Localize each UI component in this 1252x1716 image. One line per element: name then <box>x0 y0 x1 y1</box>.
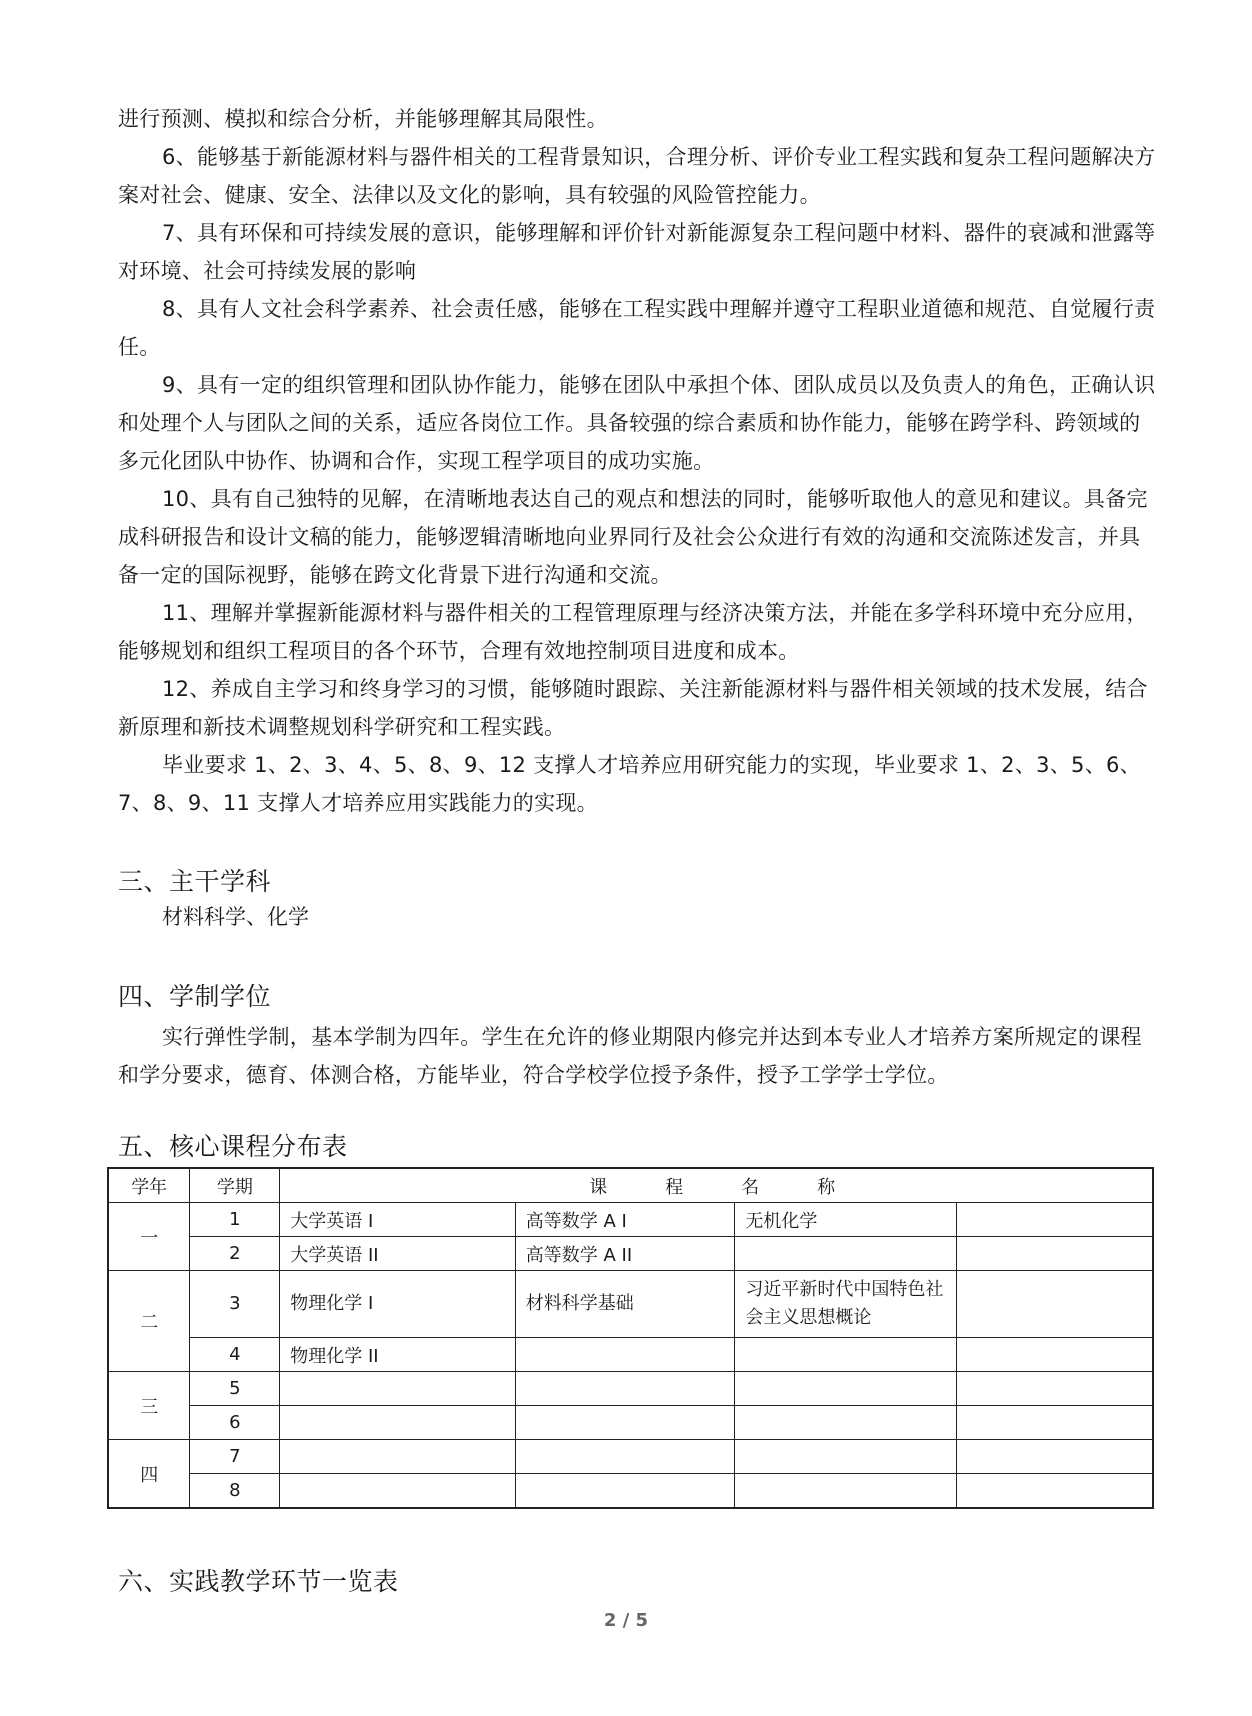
section-5-heading: 五、核心课程分布表 <box>118 1132 348 1161</box>
paragraph-requirement-11: 11、理解并掌握新能源材料与器件相关的工程管理原理与经济决策方法，并能在多学科环境中充分应用，能够规划和组织工程项目的各个环节，合理有效地控制项目进度和成本。 <box>118 601 1148 663</box>
course-cell: 大学英语 II <box>280 1237 516 1271</box>
paragraph-requirement-summary: 毕业要求 1、2、3、4、5、8、9、12 支撑人才培养应用研究能力的实现，毕业要求 1、2、3、5、6、7、8、9、11 支撑人才培养应用实践能力的实现。 <box>118 753 1141 815</box>
paragraph-continuation: 进行预测、模拟和综合分析，并能够理解其局限性。 <box>118 107 608 131</box>
course-cell: 高等数学 A II <box>515 1237 735 1271</box>
term-cell: 1 <box>190 1203 280 1237</box>
course-cell <box>735 1237 957 1271</box>
paragraph-requirement-6: 6、能够基于新能源材料与器件相关的工程背景知识，合理分析、评价专业工程实践和复杂工程问题解决方案对社会、健康、安全、法律以及文化的影响，具有较强的风险管控能力。 <box>118 145 1156 207</box>
term-cell: 7 <box>190 1440 280 1474</box>
course-cell <box>515 1474 735 1509</box>
section-6-heading: 六、实践教学环节一览表 <box>118 1567 399 1596</box>
header-course-name: 课程名称 <box>280 1168 1153 1203</box>
course-cell <box>735 1474 957 1509</box>
header-year: 学年 <box>108 1168 190 1203</box>
paragraph-requirement-8: 8、具有人文社会科学素养、社会责任感，能够在工程实践中理解并遵守工程职业道德和规范、自觉履行责任。 <box>118 297 1156 359</box>
course-cell: 大学英语 I <box>280 1203 516 1237</box>
course-cell: 无机化学 <box>735 1203 957 1237</box>
course-cell <box>515 1372 735 1406</box>
term-cell: 6 <box>190 1406 280 1440</box>
term-cell: 4 <box>190 1338 280 1372</box>
table-row <box>108 1474 1153 1509</box>
course-cell <box>956 1474 1153 1509</box>
section-4-heading: 四、学制学位 <box>118 982 272 1011</box>
paragraph-requirement-9: 9、具有一定的组织管理和团队协作能力，能够在团队中承担个体、团队成员以及负责人的角色，正确认识和处理个人与团队之间的关系，适应各岗位工作。具备较强的综合素质和协作能力，能够在跨学科、跨领域的多元化团队中协作、协调和合作，实现工程学项目的成功实施。 <box>118 373 1156 473</box>
course-cell: 材料科学基础 <box>515 1271 735 1338</box>
course-cell <box>515 1406 735 1440</box>
course-cell <box>515 1440 735 1474</box>
course-cell: 高等数学 A I <box>515 1203 735 1237</box>
term-cell: 8 <box>190 1474 280 1509</box>
term-cell: 2 <box>190 1237 280 1271</box>
course-cell <box>956 1338 1153 1372</box>
table-row <box>108 1440 1153 1474</box>
table-row <box>108 1372 1153 1406</box>
section-3-body: 材料科学、化学 <box>162 905 309 929</box>
term-cell: 3 <box>190 1271 280 1338</box>
course-cell <box>280 1406 516 1440</box>
course-cell: 物理化学 II <box>280 1338 516 1372</box>
table-row <box>108 1406 1153 1440</box>
course-cell <box>956 1203 1153 1237</box>
section-4-body: 实行弹性学制，基本学制为四年。学生在允许的修业期限内修完并达到本专业人才培养方案所规定的课程和学分要求，德育、体测合格，方能毕业，符合学校学位授予条件，授予工学学士学位。 <box>118 1025 1142 1087</box>
course-cell <box>956 1271 1153 1338</box>
course-cell: 物理化学 I <box>280 1271 516 1338</box>
year-cell: 三 <box>108 1372 190 1440</box>
core-course-table <box>107 1167 1154 1509</box>
course-cell <box>956 1372 1153 1406</box>
course-cell <box>956 1237 1153 1271</box>
paragraph-requirement-7: 7、具有环保和可持续发展的意识，能够理解和评价针对新能源复杂工程问题中材料、器件的衰减和泄露等对环境、社会可持续发展的影响 <box>118 221 1156 283</box>
paragraph-requirement-12: 12、养成自主学习和终身学习的习惯，能够随时跟踪、关注新能源材料与器件相关领域的技术发展，结合新原理和新技术调整规划科学研究和工程实践。 <box>118 677 1148 739</box>
section-3-heading: 三、主干学科 <box>118 867 272 896</box>
term-cell: 5 <box>190 1372 280 1406</box>
year-cell: 一 <box>108 1203 190 1271</box>
course-cell <box>735 1372 957 1406</box>
table-header-row <box>108 1168 1153 1203</box>
year-cell: 四 <box>108 1440 190 1509</box>
course-cell: 习近平新时代中国特色社会主义思想概论 <box>735 1271 957 1338</box>
course-cell <box>515 1338 735 1372</box>
paragraph-requirement-10: 10、具有自己独特的见解，在清晰地表达自己的观点和想法的同时，能够听取他人的意见和建议。具备完成科研报告和设计文稿的能力，能够逻辑清晰地向业界同行及社会公众进行有效的沟通和交流陈述发言，并具备一定的国际视野，能够在跨文化背景下进行沟通和交流。 <box>118 487 1148 587</box>
course-cell <box>280 1372 516 1406</box>
table-row <box>108 1338 1153 1372</box>
table-row <box>108 1237 1153 1271</box>
table-row <box>108 1203 1153 1237</box>
course-cell <box>735 1338 957 1372</box>
table-row <box>108 1271 1153 1338</box>
course-cell <box>280 1440 516 1474</box>
year-cell: 二 <box>108 1271 190 1372</box>
course-cell <box>956 1440 1153 1474</box>
course-cell <box>735 1440 957 1474</box>
course-cell <box>280 1474 516 1509</box>
course-cell <box>735 1406 957 1440</box>
course-cell <box>956 1406 1153 1440</box>
header-term: 学期 <box>190 1168 280 1203</box>
page-number: 2 / 5 <box>603 1610 649 1631</box>
